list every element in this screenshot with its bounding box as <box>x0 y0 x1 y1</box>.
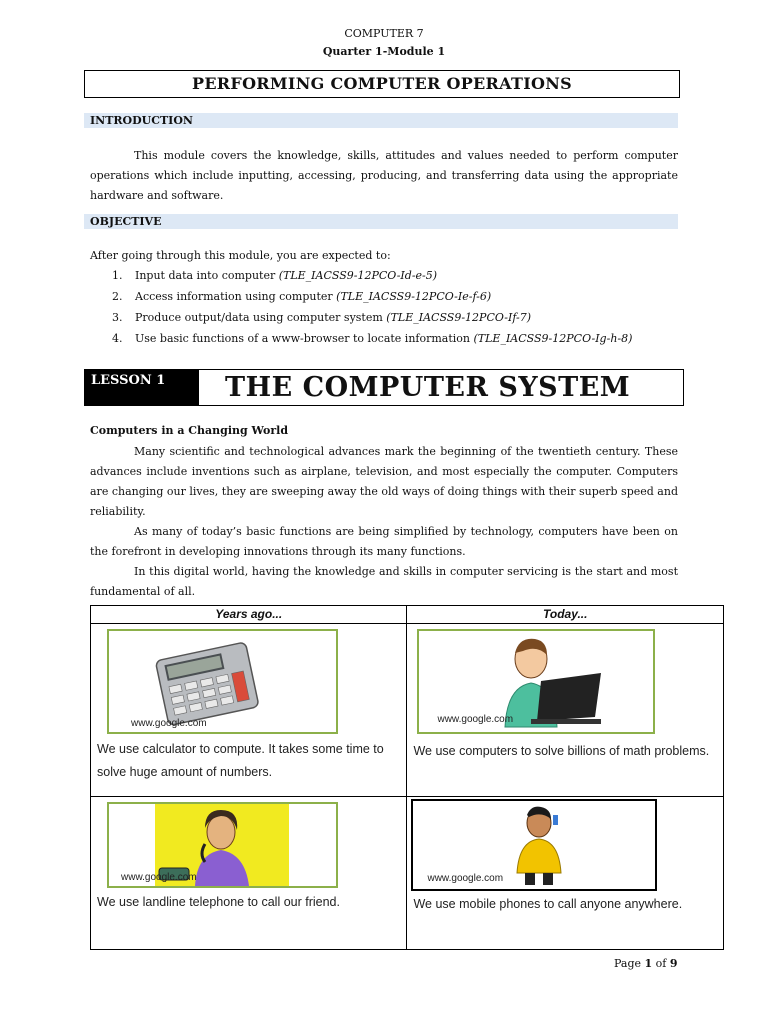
cell-text: We use mobile phones to call anyone anywhere. <box>413 897 683 911</box>
item-code: (TLE_IACSS9-12PCO-Ie-f-6) <box>336 290 492 303</box>
quarter-label: Quarter 1-Module 1 <box>322 45 446 58</box>
objective-lead: After going through this module, you are expected to: <box>90 249 391 262</box>
objective-item <box>108 265 678 286</box>
section-paragraph: Many scientific and technological advances mark the beginning of the twentieth century. These advances include inventions such as airplane, television, and most especially the computer. Computers are changing our lives, they are sweeping away the old ways of doing things with their superb speed and reliability. <box>90 445 678 518</box>
image-source: www.google.com <box>131 718 207 729</box>
page-sep: of <box>652 957 670 970</box>
page-current: 1 <box>644 957 653 970</box>
page-title: PERFORMING COMPUTER OPERATIONS <box>84 70 680 98</box>
page-total: 9 <box>669 957 678 970</box>
image-source: www.google.com <box>121 872 197 883</box>
item-number: 1. <box>112 269 123 282</box>
item-code: (TLE_IACSS9-12PCO-Ig-h-8) <box>473 332 633 345</box>
introduction-heading: INTRODUCTION <box>84 113 678 128</box>
cell-text: We use landline telephone to call our friend. <box>97 895 340 909</box>
item-number: 3. <box>112 311 123 324</box>
item-code: (TLE_IACSS9-12PCO-Id-e-5) <box>278 269 438 282</box>
item-text: Use basic functions of a www-browser to locate information <box>135 332 474 345</box>
cell-text: We use computers to solve billions of math problems. <box>413 744 710 758</box>
course-label: COMPUTER 7 <box>344 27 424 40</box>
section-paragraph: As many of today’s basic functions are being simplified by technology, computers have been on the forefront in developing innovations through its many functions. <box>90 525 678 558</box>
lesson-title: THE COMPUTER SYSTEM <box>198 369 684 406</box>
page-number <box>614 957 678 970</box>
objective-list <box>108 265 678 349</box>
page-prefix: Page <box>614 957 645 970</box>
item-text: Produce output/data using computer system <box>135 311 387 324</box>
item-text: Input data into computer <box>135 269 279 282</box>
objective-heading: OBJECTIVE <box>84 214 678 229</box>
item-number: 4. <box>112 332 123 345</box>
objective-item <box>108 307 678 328</box>
section-heading: Computers in a Changing World <box>90 424 289 437</box>
item-code: (TLE_IACSS9-12PCO-If-7) <box>386 311 532 324</box>
introduction-text: This module covers the knowledge, skills, attitudes and values needed to perform computer operations which include inputting, accessing, producing, and transferring data using the appropriate hardware and software. <box>90 149 678 202</box>
image-source: www.google.com <box>437 714 514 725</box>
objective-item <box>108 328 678 349</box>
comparison-cell <box>91 624 407 797</box>
calculator-icon <box>109 631 336 732</box>
image-source: www.google.com <box>427 873 504 884</box>
column-header-today: Today... <box>407 606 724 624</box>
item-number: 2. <box>112 290 123 303</box>
item-text: Access information using computer <box>135 290 337 303</box>
comparison-table <box>90 605 724 950</box>
comparison-cell <box>407 624 724 797</box>
column-header-past: Years ago... <box>91 606 407 624</box>
cell-text: We use calculator to compute. It takes some time to solve huge amount of numbers. <box>97 742 384 779</box>
section-body <box>90 442 678 602</box>
section-paragraph: In this digital world, having the knowledge and skills in computer servicing is the start and most fundamental of all. <box>90 565 678 598</box>
lesson-label: LESSON 1 <box>84 369 198 406</box>
comparison-cell <box>407 797 724 950</box>
comparison-cell <box>91 797 407 950</box>
objective-item <box>108 286 678 307</box>
